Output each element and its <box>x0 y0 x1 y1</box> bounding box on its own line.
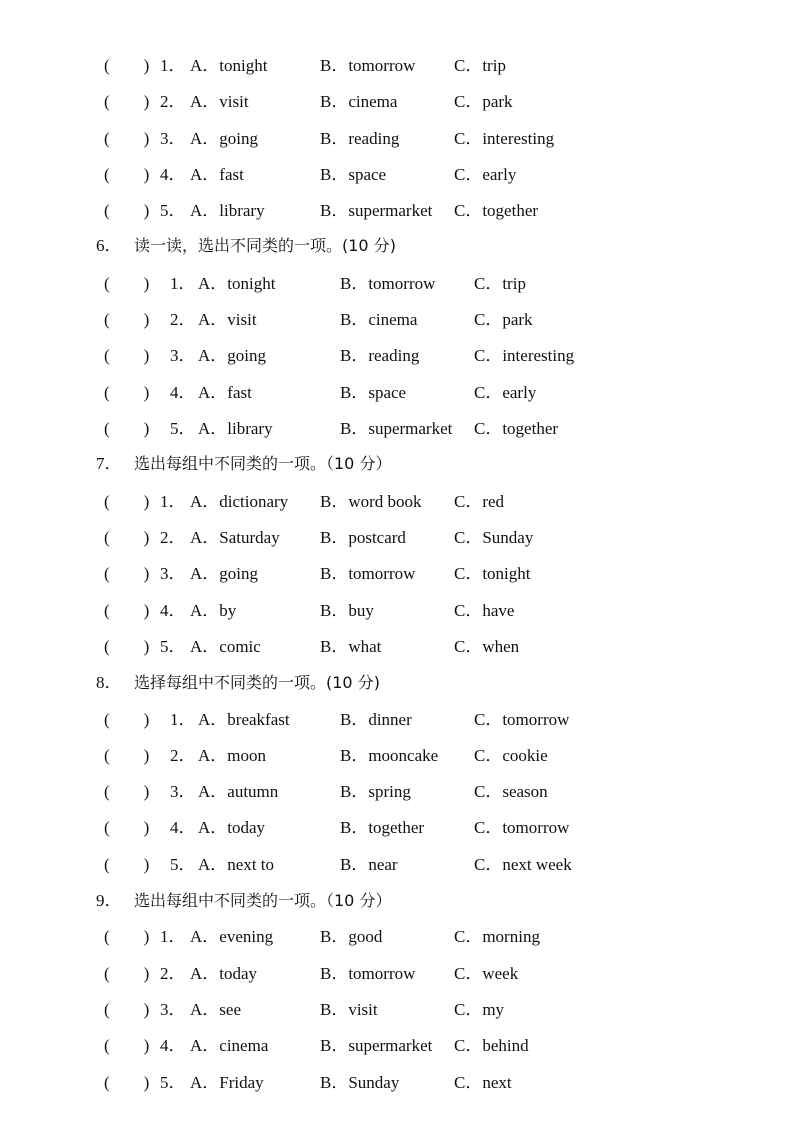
option-a: A．fast <box>198 383 252 402</box>
option-c: C．interesting <box>454 129 555 148</box>
question-number: 3． <box>170 782 196 801</box>
section-instruction: 读一读，选出不同类的一项。(10 分) <box>134 236 396 255</box>
section-instruction: 选出每组中不同类的一项。（10 分） <box>134 891 392 910</box>
question-row <box>0 998 794 1022</box>
question-number: 5． <box>160 201 186 220</box>
option-c: C．cookie <box>474 746 548 765</box>
option-b: B．mooncake <box>340 746 439 765</box>
question-row <box>0 308 794 332</box>
question-number: 5． <box>160 1073 186 1092</box>
option-c: C．have <box>454 601 515 620</box>
question-number: 1． <box>160 492 186 511</box>
question-row <box>0 1071 794 1095</box>
question-number: 3． <box>160 129 186 148</box>
option-c: C．morning <box>454 927 540 946</box>
option-a: A．Saturday <box>190 528 280 547</box>
option-b: B．space <box>340 383 407 402</box>
question-number: 1． <box>170 274 196 293</box>
question-number: 2． <box>170 310 196 329</box>
answer-blank[interactable]: ( ) <box>104 601 150 620</box>
option-b: B．buy <box>320 601 374 620</box>
option-c: C．next week <box>474 855 572 874</box>
option-a: A．evening <box>190 927 274 946</box>
question-row <box>0 344 794 368</box>
option-c: C．week <box>454 964 519 983</box>
option-a: A．autumn <box>198 782 279 801</box>
option-b: B．what <box>320 637 382 656</box>
answer-blank[interactable]: ( ) <box>104 92 150 111</box>
option-a: A．see <box>190 1000 241 1019</box>
answer-blank[interactable]: ( ) <box>104 492 150 511</box>
option-b: B．Sunday <box>320 1073 400 1092</box>
option-c: C．tomorrow <box>474 818 570 837</box>
question-number: 4． <box>160 601 186 620</box>
question-row <box>0 127 794 151</box>
answer-blank[interactable]: ( ) <box>104 201 150 220</box>
question-number: 3． <box>160 1000 186 1019</box>
section-number: 8． <box>96 673 122 692</box>
question-row <box>0 163 794 187</box>
question-row <box>0 599 794 623</box>
option-a: A．visit <box>198 310 257 329</box>
answer-blank[interactable]: ( ) <box>104 528 150 547</box>
question-number: 5． <box>160 637 186 656</box>
question-number: 2． <box>160 92 186 111</box>
question-row <box>0 853 794 877</box>
answer-blank[interactable]: ( ) <box>104 1036 150 1055</box>
option-b: B．cinema <box>340 310 418 329</box>
question-row <box>0 417 794 441</box>
option-a: A．dictionary <box>190 492 289 511</box>
option-b: B．good <box>320 927 383 946</box>
option-b: B．reading <box>340 346 420 365</box>
option-a: A．fast <box>190 165 244 184</box>
option-b: B．tomorrow <box>320 564 416 583</box>
option-c: C．season <box>474 782 548 801</box>
answer-blank[interactable]: ( ) <box>104 346 150 365</box>
option-b: B．supermarket <box>320 201 433 220</box>
option-b: B．word book <box>320 492 422 511</box>
section-number: 7． <box>96 454 122 473</box>
option-a: A．visit <box>190 92 249 111</box>
option-c: C．together <box>474 419 559 438</box>
option-c: C．my <box>454 1000 505 1019</box>
option-c: C．tonight <box>454 564 531 583</box>
question-row <box>0 925 794 949</box>
option-b: B．near <box>340 855 398 874</box>
answer-blank[interactable]: ( ) <box>104 818 150 837</box>
question-row <box>0 1034 794 1058</box>
question-number: 4． <box>170 383 196 402</box>
question-number: 5． <box>170 419 196 438</box>
option-c: C．together <box>454 201 539 220</box>
option-b: B．supermarket <box>320 1036 433 1055</box>
option-c: C．early <box>474 383 537 402</box>
option-b: B．supermarket <box>340 419 453 438</box>
option-b: B．tomorrow <box>320 964 416 983</box>
option-c: C．park <box>454 92 513 111</box>
answer-blank[interactable]: ( ) <box>104 383 150 402</box>
option-a: A．breakfast <box>198 710 290 729</box>
question-number: 1． <box>170 710 196 729</box>
option-b: B．dinner <box>340 710 412 729</box>
question-number: 5． <box>170 855 196 874</box>
option-c: C．red <box>454 492 505 511</box>
option-c: C．interesting <box>474 346 575 365</box>
question-number: 4． <box>160 165 186 184</box>
answer-blank[interactable]: ( ) <box>104 964 150 983</box>
question-number: 4． <box>170 818 196 837</box>
option-a: A．going <box>190 129 258 148</box>
option-a: A．going <box>198 346 266 365</box>
option-c: C．tomorrow <box>474 710 570 729</box>
question-row <box>0 744 794 768</box>
question-row <box>0 526 794 550</box>
option-c: C．early <box>454 165 517 184</box>
option-b: B．reading <box>320 129 400 148</box>
answer-blank[interactable]: ( ) <box>104 165 150 184</box>
answer-blank[interactable]: ( ) <box>104 419 150 438</box>
option-a: A．tonight <box>198 274 276 293</box>
question-row <box>0 199 794 223</box>
option-b: B．together <box>340 818 425 837</box>
question-row <box>0 90 794 114</box>
answer-blank[interactable]: ( ) <box>104 56 150 75</box>
question-row <box>0 54 794 78</box>
question-number: 2． <box>170 746 196 765</box>
question-number: 1． <box>160 56 186 75</box>
question-number: 2． <box>160 528 186 547</box>
option-b: B．spring <box>340 782 411 801</box>
option-b: B．visit <box>320 1000 378 1019</box>
option-a: A．library <box>190 201 265 220</box>
option-a: A．today <box>190 964 258 983</box>
option-c: C．trip <box>474 274 526 293</box>
option-a: A．cinema <box>190 1036 269 1055</box>
question-number: 4． <box>160 1036 186 1055</box>
question-row <box>0 272 794 296</box>
question-row <box>0 381 794 405</box>
question-row <box>0 490 794 514</box>
option-a: A．today <box>198 818 266 837</box>
option-c: C．behind <box>454 1036 529 1055</box>
option-a: A．going <box>190 564 258 583</box>
question-number: 3． <box>170 346 196 365</box>
question-row <box>0 816 794 840</box>
answer-blank[interactable]: ( ) <box>104 710 150 729</box>
section-number: 6． <box>96 236 122 255</box>
option-a: A．comic <box>190 637 261 656</box>
answer-blank[interactable]: ( ) <box>104 1000 150 1019</box>
option-b: B．tomorrow <box>340 274 436 293</box>
answer-blank[interactable]: ( ) <box>104 855 150 874</box>
option-a: A．next to <box>198 855 275 874</box>
option-b: B．postcard <box>320 528 406 547</box>
answer-blank[interactable]: ( ) <box>104 1073 150 1092</box>
option-a: A．tonight <box>190 56 268 75</box>
option-c: C．park <box>474 310 533 329</box>
question-row <box>0 780 794 804</box>
option-c: C．when <box>454 637 520 656</box>
answer-blank[interactable]: ( ) <box>104 564 150 583</box>
option-a: A．by <box>190 601 237 620</box>
option-c: C．Sunday <box>454 528 534 547</box>
option-a: A．Friday <box>190 1073 264 1092</box>
answer-blank[interactable]: ( ) <box>104 310 150 329</box>
section-instruction: 选择每组中不同类的一项。(10 分) <box>134 673 380 692</box>
section-instruction: 选出每组中不同类的一项。（10 分） <box>134 454 392 473</box>
option-c: C．next <box>454 1073 512 1092</box>
question-row <box>0 708 794 732</box>
question-number: 3． <box>160 564 186 583</box>
question-row <box>0 635 794 659</box>
answer-blank[interactable]: ( ) <box>104 746 150 765</box>
option-c: C．trip <box>454 56 506 75</box>
answer-blank[interactable]: ( ) <box>104 274 150 293</box>
question-number: 2． <box>160 964 186 983</box>
option-b: B．cinema <box>320 92 398 111</box>
question-row <box>0 962 794 986</box>
answer-blank[interactable]: ( ) <box>104 637 150 656</box>
answer-blank[interactable]: ( ) <box>104 782 150 801</box>
section-number: 9． <box>96 891 122 910</box>
option-b: B．space <box>320 165 387 184</box>
question-number: 1． <box>160 927 186 946</box>
option-a: A．library <box>198 419 273 438</box>
option-a: A．moon <box>198 746 266 765</box>
question-row <box>0 562 794 586</box>
option-b: B．tomorrow <box>320 56 416 75</box>
answer-blank[interactable]: ( ) <box>104 927 150 946</box>
answer-blank[interactable]: ( ) <box>104 129 150 148</box>
